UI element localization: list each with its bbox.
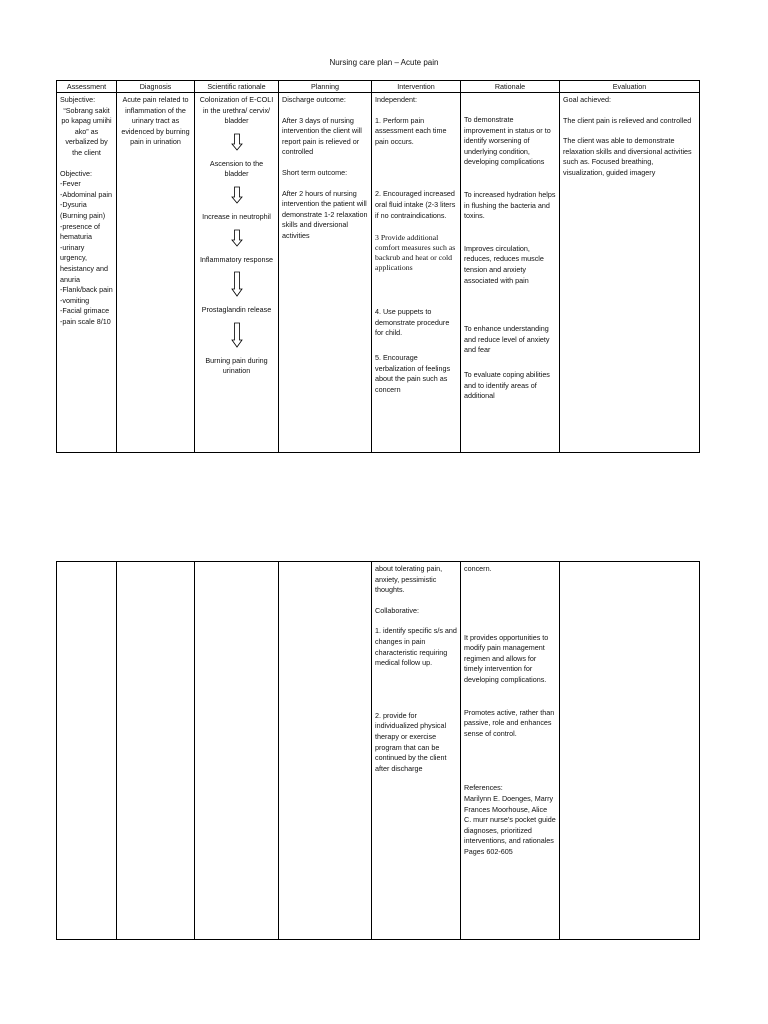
subjective-label: Subjective:: [60, 95, 96, 104]
intervention-item-5: 5. Encourage verbalization of feelings about the pain such as concern: [375, 352, 451, 394]
intervention-item-2: 2. Encouraged increased oral fluid intake (2-3 liters if no contraindications.: [375, 189, 456, 220]
assessment-cell-continued: [57, 562, 117, 940]
planning-cell: [279, 93, 372, 453]
intervention-cell-continued: [372, 562, 461, 940]
header-scientific-rationale: Scientific rationale: [195, 81, 279, 93]
down-arrow-icon: [231, 322, 243, 348]
discharge-outcome-label: Discharge outcome:: [282, 95, 346, 104]
rationale-2: To increased hydration helps in flushing the bacteria and toxins.: [464, 189, 556, 221]
references-text: Marilynn E. Doenges, Marry Frances Moorhouse, Alice C. murr nurse’s pocket guide diagnoses, prioritized interventions, and rationales Pages 602-605: [464, 793, 556, 856]
rationale-step-4: Inflammatory response: [199, 254, 274, 264]
objective-items: -Fever -Abdominal pain -Dysuria (Burning pain) -presence of hematuria -urinary urgency, hesistancy and anuria -Flank/back pain -vomiting -Facial grimace -pain scale 8/10: [60, 179, 113, 326]
rationale-collab-1: It provides opportunities to modify pain management regimen and allows for timely intervention for developing complications.: [464, 632, 549, 684]
references-label: References:: [464, 783, 503, 793]
discharge-outcome-text: After 3 days of nursing intervention the client will report pain is relieved or controlled: [282, 115, 362, 157]
header-planning: Planning: [279, 81, 372, 93]
rationale-3: Improves circulation, reduces, reduces muscle tension and anxiety associated with pain: [464, 243, 544, 285]
short-term-outcome-label: Short term outcome:: [282, 167, 348, 177]
header-assessment: Assessment: [57, 81, 117, 93]
rationale-step-6: Burning pain during urination: [205, 355, 268, 376]
header-diagnosis: Diagnosis: [117, 81, 195, 93]
down-arrow-icon: [231, 186, 243, 204]
header-rationale: Rationale: [461, 81, 560, 93]
intervention-item-3: 3 Provide additional comfort measures such as backrub and heat or cold applications: [375, 233, 456, 273]
intervention-item-1: 1. Perform pain assessment each time pain occurs.: [375, 115, 447, 146]
planning-cell-continued: [279, 562, 372, 940]
diagnosis-cell-continued: [117, 562, 195, 940]
assessment-cell: [57, 93, 117, 453]
collaborative-item-2: 2. provide for individualized physical therapy or exercise program that can be continued by the client after discharge: [375, 710, 447, 773]
header-row: [57, 81, 700, 93]
diagnosis-text: Acute pain related to inflammation of the urinary tract as evidenced by burning pain in urination: [121, 95, 190, 147]
rationale-step-2: Ascension to the bladder: [209, 158, 264, 179]
intervention-item-4: 4. Use puppets to demonstrate procedure for child.: [375, 307, 450, 338]
rationale-cell-continued: [461, 562, 560, 940]
rationale-5: To evaluate coping abilities and to identify areas of additional: [464, 369, 550, 401]
header-evaluation: Evaluation: [560, 81, 700, 93]
diagnosis-cell: [117, 93, 195, 453]
intervention-cell: [372, 93, 461, 453]
rationale-step-1: Colonization of E-COLI in the urethra/ cervix/ bladder: [199, 95, 274, 126]
care-plan-table-page-2: [56, 561, 700, 940]
table-row: [57, 562, 700, 940]
goal-achieved-label: Goal achieved:: [563, 95, 611, 104]
down-arrow-icon: [231, 229, 243, 247]
rationale-collab-2: Promotes active, rather than passive, role and enhances sense of control.: [464, 707, 555, 738]
rationale-4: To enhance understanding and reduce level of anxiety and fear: [464, 324, 550, 355]
down-arrow-icon: [231, 271, 243, 297]
subjective-text: “Sobrang sakit po kapag umiihi ako” as verbalized by the client: [61, 105, 112, 157]
rationale-step-3: Increase in neutrophil: [202, 211, 271, 221]
table-row: [57, 93, 700, 453]
collaborative-label: Collaborative:: [375, 605, 419, 615]
care-plan-table-page-1: [56, 80, 700, 453]
rationale-5-continued: concern.: [464, 564, 492, 573]
evaluation-text-2: The client was able to demonstrate relaxation skills and diversional activities such as. Focused breathing, visualization, guided imagery: [563, 136, 692, 177]
scientific-rationale-cell-continued: [195, 562, 279, 940]
scientific-rationale-cell: [195, 93, 279, 453]
evaluation-text-1: The client pain is relieved and controlled: [563, 115, 692, 125]
header-intervention: Intervention: [372, 81, 461, 93]
collaborative-item-1: 1. identify specific s/s and changes in pain characteristic requiring medical follow up.: [375, 626, 457, 668]
evaluation-cell: [560, 93, 700, 453]
down-arrow-icon: [231, 133, 243, 151]
rationale-step-5: Prostaglandin release: [201, 305, 272, 315]
evaluation-cell-continued: [560, 562, 700, 940]
short-term-outcome-text: After 2 hours of nursing intervention the patient will demonstrate 1-2 relaxation skills and diversional activities: [282, 188, 368, 240]
intervention-item-5-continued: about tolerating pain, anxiety, pessimistic thoughts.: [375, 564, 443, 595]
rationale-cell: [461, 93, 560, 453]
objective-label: Objective:: [60, 168, 92, 178]
independent-label: Independent:: [375, 95, 417, 104]
page-title: Nursing care plan – Acute pain: [329, 58, 439, 67]
rationale-1: To demonstrate improvement in status or to identify worsening of underlying condition, developing complications: [464, 115, 551, 167]
